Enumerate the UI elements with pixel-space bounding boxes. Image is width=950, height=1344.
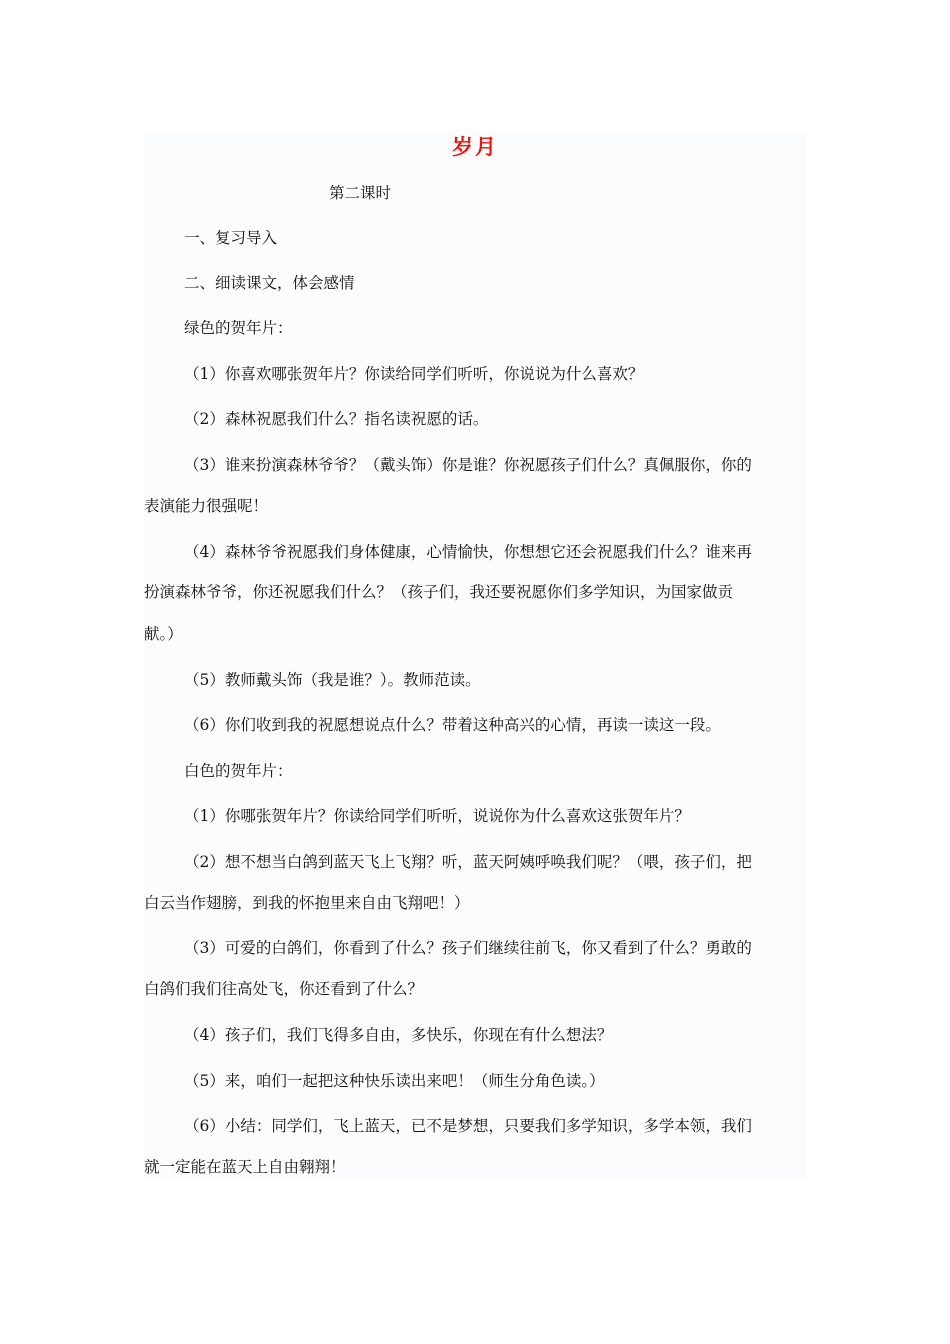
section-heading: 一、复习导入 [184,229,278,247]
paragraph-line: 就一定能在蓝天上自由翱翔！ [144,1158,346,1176]
paragraph-line: （3）可爱的白鸽们，你看到了什么？孩子们继续往前飞，你又看到了什么？勇敢的 [184,939,752,957]
paragraph-line: 白鸽们我们往高处飞，你还看到了什么？ [144,980,424,998]
paragraph-line: （5）教师戴头饰（我是谁？）。教师范读。 [184,671,481,689]
paragraph-line: 献。） [144,625,183,643]
paragraph-line: （6）你们收到我的祝愿想说点什么？带着这种高兴的心情，再读一读这一段。 [184,716,721,734]
paragraph-line: （2）想不想当白鸽到蓝天飞上飞翔？听，蓝天阿姨呼唤我们呢？（喂，孩子们，把 [184,853,752,871]
section-heading: 二、细读课文，体会感情 [184,274,355,292]
paragraph-line: （1）你哪张贺年片？你读给同学们听听，说说你为什么喜欢这张贺年片？ [184,807,690,825]
paragraph-line: （3）谁来扮演森林爷爷？（戴头饰）你是谁？你祝愿孩子们什么？真佩服你，你的 [184,456,752,474]
subsection-heading: 白色的贺年片： [184,762,293,780]
paragraph-line: 白云当作翅膀，到我的怀抱里来自由飞翔吧！） [144,894,470,912]
paragraph-line: （4）森林爷爷祝愿我们身体健康，心情愉快，你想想它还会祝愿我们什么？谁来再 [184,543,752,561]
paragraph-line: （1）你喜欢哪张贺年片？你读给同学们听听，你说说为什么喜欢？ [184,365,644,383]
paragraph-line: （6）小结：同学们，飞上蓝天，已不是梦想，只要我们多学知识，多学本领，我们 [184,1117,752,1135]
paragraph-line: （2）森林祝愿我们什么？指名读祝愿的话。 [184,410,489,428]
subsection-heading: 绿色的贺年片： [184,319,293,337]
paragraph-line: （4）孩子们，我们飞得多自由，多快乐，你现在有什么想法？ [184,1026,613,1044]
lesson-subtitle: 第二课时 [329,184,392,202]
paragraph-line: 扮演森林爷爷，你还祝愿我们什么？（孩子们，我还要祝愿你们多学知识，为国家做贡 [144,583,734,601]
paragraph-line: （5）来，咱们一起把这种快乐读出来吧！（师生分角色读。） [184,1072,605,1090]
paragraph-line: 表演能力很强呢！ [144,497,269,515]
document-title: 岁月 [452,134,498,159]
